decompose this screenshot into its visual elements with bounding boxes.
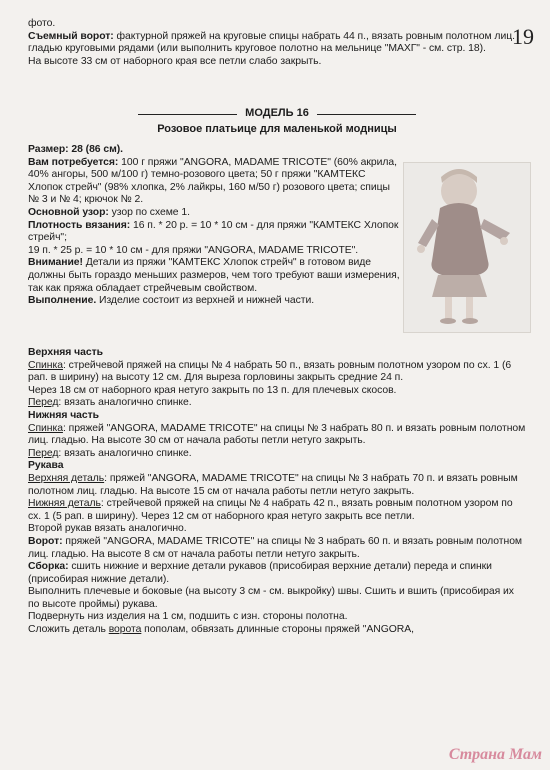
- execution-label: Выполнение.: [28, 295, 97, 307]
- top-back-label: Спинка: [28, 359, 63, 371]
- top-back-paragraph: [28, 360, 526, 385]
- collar-label: Съемный ворот:: [28, 30, 114, 42]
- lower-sleeve-label: Нижняя деталь: [28, 498, 101, 510]
- top-front-text: : вязать аналогично спинке.: [58, 397, 192, 409]
- assembly-label: Сборка:: [28, 561, 69, 573]
- pattern-label: Основной узор:: [28, 206, 109, 218]
- top-front-paragraph: [28, 397, 526, 410]
- collar-text: фактурной пряжей на круговые спицы набрать 44 п., вязать ровным полотном лиц. гладью круговыми рядами (или выполнить круговое полотно на мельнице "МАХГ" - см. стр. 18).: [28, 30, 515, 55]
- final-line-2: Подвернуть низ изделия на 1 см, подшить с изн. стороны полотна.: [28, 611, 348, 623]
- density-paragraph: [28, 220, 400, 245]
- lower-sleeve-paragraph: [28, 498, 526, 523]
- top-front-label: Перед: [28, 397, 59, 409]
- collar-word-link: ворота: [108, 624, 142, 636]
- pattern-paragraph: [28, 207, 400, 220]
- density-line-2: 19 п. * 25 р. = 10 * 10 см - для пряжи "ANGORA, MADAME TRICOTE".: [28, 244, 359, 256]
- attention-label: Внимание!: [28, 257, 83, 269]
- size-line: Размер: 28 (86 см).: [28, 144, 123, 155]
- bottom-front-paragraph: [28, 448, 526, 461]
- bottom-front-text: : вязать аналогично спинке.: [58, 447, 192, 459]
- collar-instructions-text: пряжей "ANGORA, MADAME TRICOTE" на спицы № 3 набрать 60 п. и вязать ровным полотном лиц. гладью. На высоте 8 см от начала работы петли нетуго закрыть.: [28, 535, 523, 560]
- top-back-shoulder-line: Через 18 см от наборного края нетуго закрыть по 13 п. для плечевых скосов.: [28, 384, 397, 396]
- bottom-back-paragraph: [28, 423, 526, 448]
- upper-sleeve-label: Верхняя деталь: [28, 472, 105, 484]
- model-title: МОДЕЛЬ 16: [28, 107, 526, 119]
- site-watermark: Страна Мам: [448, 746, 542, 763]
- collar-paragraph: [28, 31, 526, 56]
- bottom-part-heading: Нижняя часть: [28, 409, 100, 421]
- model-subtitle: Розовое платьице для маленькой модницы: [157, 123, 397, 135]
- top-part-heading: Верхняя часть: [28, 347, 103, 358]
- pattern-text: узор по схеме 1.: [108, 206, 190, 218]
- collar-instructions-paragraph: [28, 536, 526, 561]
- upper-sleeve-paragraph: [28, 473, 526, 498]
- bottom-back-label: Спинка: [28, 422, 63, 434]
- second-sleeve-line: Второй рукав вязать аналогично.: [28, 523, 187, 535]
- final-line-3: [28, 624, 526, 637]
- materials-paragraph: [28, 157, 400, 207]
- attention-paragraph: [28, 257, 400, 295]
- upper-sleeve-text: : пряжей "ANGORA, MADAME TRICOTE" на спицы № 3 набрать 70 п. и вязать ровным полотном лиц. гладью. На высоте 15 см от начала работы петли нетуго закрыть.: [28, 472, 518, 497]
- final-line-1: Выполнить плечевые и боковые (на высоту 3 см - см. выкройку) швы. Сшить и вшить (присобирая их по высоте проймы) рукава.: [28, 586, 514, 610]
- assembly-text: сшить нижние и верхние детали рукавов (присобирая верхние детали) переда и спинки (присобирая нижние детали).: [28, 561, 492, 585]
- execution-text: Изделие состоит из верхней и нижней части.: [96, 295, 315, 307]
- collar-close-line: На высоте 33 см от наборного края все петли слабо закрыть.: [28, 55, 322, 67]
- final-line-3-end: пополам, обвязать длинные стороны пряжей "ANGORA,: [141, 624, 414, 636]
- lower-sleeve-text: : стрейчевой пряжей на спицы № 4 набрать 42 п., вязать ровным полотном узором по сх. 1 (5 рап. в ширину). Через 12 см от наборного края нетуго закрыть все петли.: [28, 498, 513, 522]
- assembly-paragraph: [28, 561, 526, 586]
- dress-photo-icon: [404, 163, 530, 332]
- page-number: 19: [512, 24, 534, 49]
- materials-label: Вам потребуется:: [28, 156, 119, 168]
- materials-text: 100 г пряжи "ANGORA, MADAME TRICOTE" (60% акрила, 40% ангоры, 500 м/100 г) темно-розового цвета; 50 г пряжи "КАМТЕКС Хлопок стрейч" (98% хлопка, 2% лайкры, 160 м/50 г) розового цвета; спицы № 3 и № 4; крючок № 2.: [28, 156, 397, 206]
- sleeves-heading: Рукава: [28, 460, 64, 472]
- top-back-text: : стрейчевой пряжей на спицы № 4 набрать 50 п., вязать ровным полотном узором по сх. 1 (6 рап. в ширину) на высоту 12 см. Для выреза горловины закрыть средние 24 п.: [28, 359, 512, 384]
- execution-paragraph: [28, 295, 400, 308]
- model-heading: [28, 107, 526, 141]
- materials-block: [28, 144, 400, 308]
- instructions-block: [28, 347, 526, 637]
- attention-text: Детали из пряжи "КАМТЕКС Хлопок стрейч" в готовом виде должны быть гораздо меньших размеров, чем того требуют ваши измерения, так как пряжа обладает стрейчевым свойством.: [28, 257, 400, 294]
- intro-block: [28, 18, 526, 68]
- bottom-back-text: : пряжей "ANGORA, MADAME TRICOTE" на спицы № 3 набрать 80 п. и вязать ровным полотном лиц. гладью. На высоте 30 см от начала работы петли нетуго закрыть.: [28, 422, 526, 447]
- intro-line: фото.: [28, 18, 56, 29]
- child-photo: [403, 162, 531, 333]
- final-line-3-start: Сложить деталь: [28, 624, 109, 636]
- density-text-1: 16 п. * 20 р. = 10 * 10 см - для пряжи "КАМТЕКС Хлопок стрейч";: [28, 219, 399, 244]
- density-label: Плотность вязания:: [28, 219, 131, 231]
- bottom-front-label: Перед: [28, 447, 59, 459]
- collar-instructions-label: Ворот:: [28, 535, 63, 547]
